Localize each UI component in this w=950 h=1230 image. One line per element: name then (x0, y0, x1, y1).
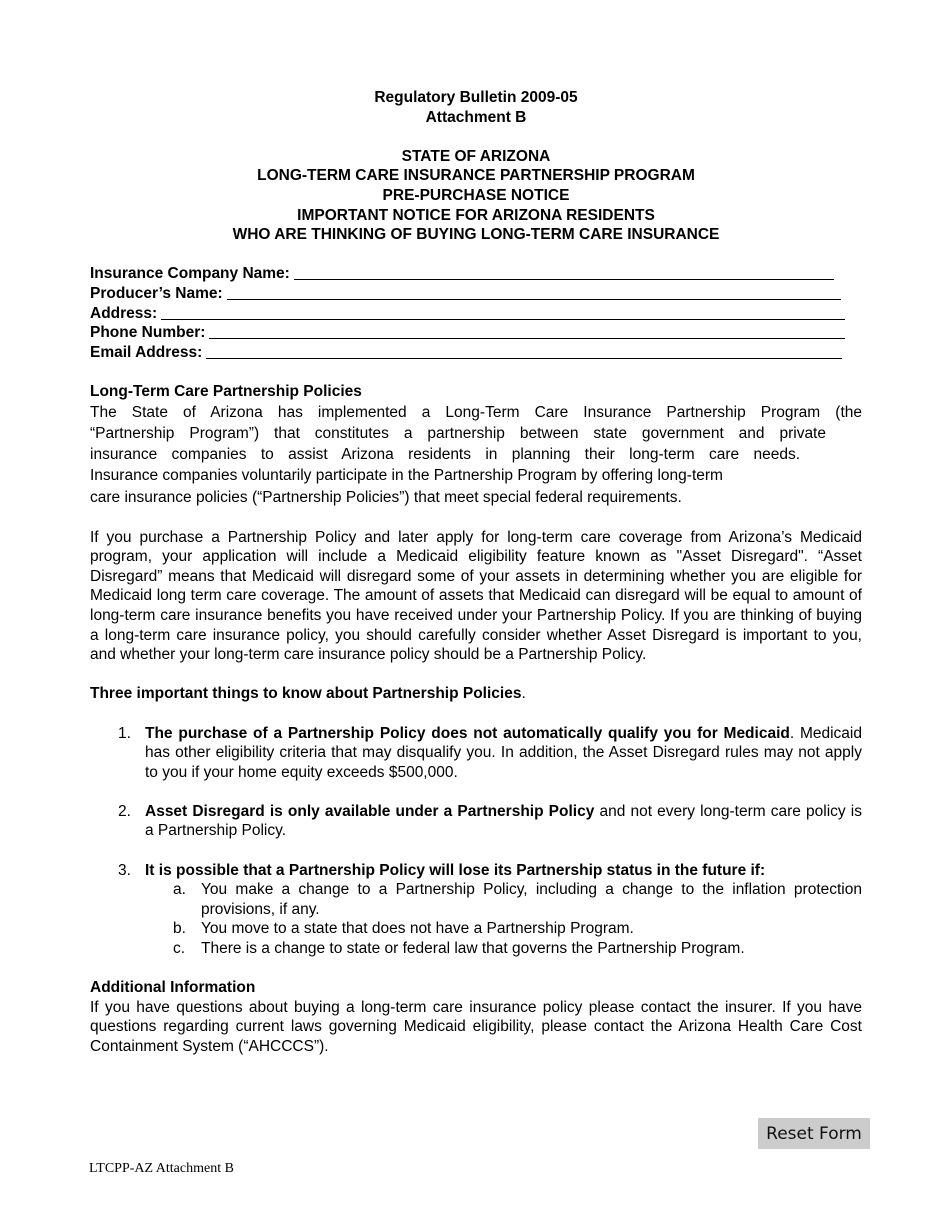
phone-number-input[interactable] (209, 323, 845, 339)
list-number: 2. (118, 802, 131, 820)
list-number: 3. (118, 861, 131, 879)
sub-list-item (90, 919, 862, 939)
contact-fields (90, 264, 862, 362)
list-item (90, 802, 862, 841)
section-heading-partnership-policies: Long-Term Care Partnership Policies (90, 382, 362, 400)
sub-list-item (90, 880, 862, 919)
title-line: STATE OF ARIZONA (401, 147, 551, 165)
list-item-bold: It is possible that a Partnership Policy will lose its Partnership status in the future if: (145, 861, 766, 879)
field-label: Email Address: (90, 343, 203, 361)
additional-information-text: If you have questions about buying a long-term care insurance policy please contact the insurer. If you have questions regarding current laws governing Medicaid eligibility, please contact the Arizona Health Care Cost Containment System (“AHCCCS”). (90, 998, 862, 1056)
list-number: 1. (118, 724, 131, 742)
producer-name-input[interactable] (227, 284, 841, 300)
title-line: PRE-PURCHASE NOTICE (382, 186, 570, 204)
field-label: Producer’s Name: (90, 284, 223, 302)
address-field[interactable] (90, 304, 862, 324)
insurance-company-field[interactable] (90, 264, 862, 284)
sub-list-letter: c. (173, 940, 186, 958)
notice-title (90, 147, 862, 245)
sub-list-text: You move to a state that does not have a Partnership Program. (201, 920, 634, 938)
sub-list-text: There is a change to state or federal law that governs the Partnership Program. (201, 940, 745, 958)
heading-period: . (521, 685, 526, 703)
intro-line: “Partnership Program”) that constitutes a partnership between state government and private (90, 424, 826, 442)
field-label: Insurance Company Name: (90, 265, 290, 283)
bulletin-number: Regulatory Bulletin 2009-05 (374, 89, 578, 106)
three-things-heading (90, 684, 862, 704)
intro-line: Insurance companies voluntarily participate in the Partnership Program by offering long-term (90, 467, 723, 485)
sub-list-letter: b. (173, 920, 186, 938)
field-label: Phone Number: (90, 324, 206, 342)
title-line: LONG-TERM CARE INSURANCE PARTNERSHIP PROGRAM (257, 167, 695, 185)
title-line: WHO ARE THINKING OF BUYING LONG-TERM CARE INSURANCE (232, 226, 720, 244)
address-input[interactable] (161, 304, 845, 320)
asset-disregard-paragraph: If you purchase a Partnership Policy and later apply for long-term care coverage from Arizona’s Medicaid program, your application will include a Medicaid eligibility feature known as "Asset Disregard". “Asset Disregard” means that Medicaid will disregard some of your assets in determining whether you are eligible for Medicaid long term care coverage. The amount of assets that Medicaid can disregard will be equal to amount of long-term care insurance benefits you have received under your Partnership Policy. If you are thinking of buying a long-term care insurance policy, you should carefully consider whether Asset Disregard is important to you, and whether your long-term care insurance policy should be a Partnership Policy. (90, 528, 862, 664)
email-address-input[interactable] (206, 343, 842, 359)
intro-line: care insurance policies (“Partnership Policies”) that meet special federal requirements. (90, 488, 682, 506)
phone-number-field[interactable] (90, 323, 862, 343)
field-label: Address: (90, 304, 158, 322)
email-address-field[interactable] (90, 343, 862, 363)
reset-form-button[interactable]: Reset Form (758, 1118, 870, 1149)
document-body (90, 88, 862, 1057)
intro-line: insurance companies to assist Arizona residents in planning their long-term care needs. (90, 446, 800, 464)
intro-line: The State of Arizona has implemented a Long-Term Care Insurance Partnership Program (the (90, 403, 862, 421)
title-line: IMPORTANT NOTICE FOR ARIZONA RESIDENTS (297, 206, 655, 224)
sub-list-letter: a. (173, 881, 186, 899)
sub-list-text: You make a change to a Partnership Policy, including a change to the inflation protection provisions, if any. (201, 881, 862, 918)
list-item-bold: The purchase of a Partnership Policy does not automatically qualify you for Medicaid (145, 724, 790, 742)
producer-name-field[interactable] (90, 284, 862, 304)
insurance-company-input[interactable] (294, 264, 834, 280)
three-things-heading-text: Three important things to know about Partnership Policies (90, 685, 522, 703)
attachment-label: Attachment B (425, 108, 527, 126)
page-footer: LTCPP-AZ Attachment B (89, 1161, 234, 1176)
list-item-bold: Asset Disregard is only available under a Partnership Policy (145, 802, 595, 820)
section-heading-additional-information: Additional Information (90, 979, 256, 997)
list-item (90, 861, 862, 881)
list-item-text: . Medicaid has other eligibility criteria that may disqualify you. In addition, the Asset Disregard rules may not apply to you if your home equity exceeds $500,000. (145, 724, 862, 781)
list-item (90, 724, 862, 783)
partnership-intro (90, 402, 862, 508)
sub-list-item (90, 939, 862, 959)
list-item-text: and not every long-term care policy is a Partnership Policy. (145, 802, 863, 840)
